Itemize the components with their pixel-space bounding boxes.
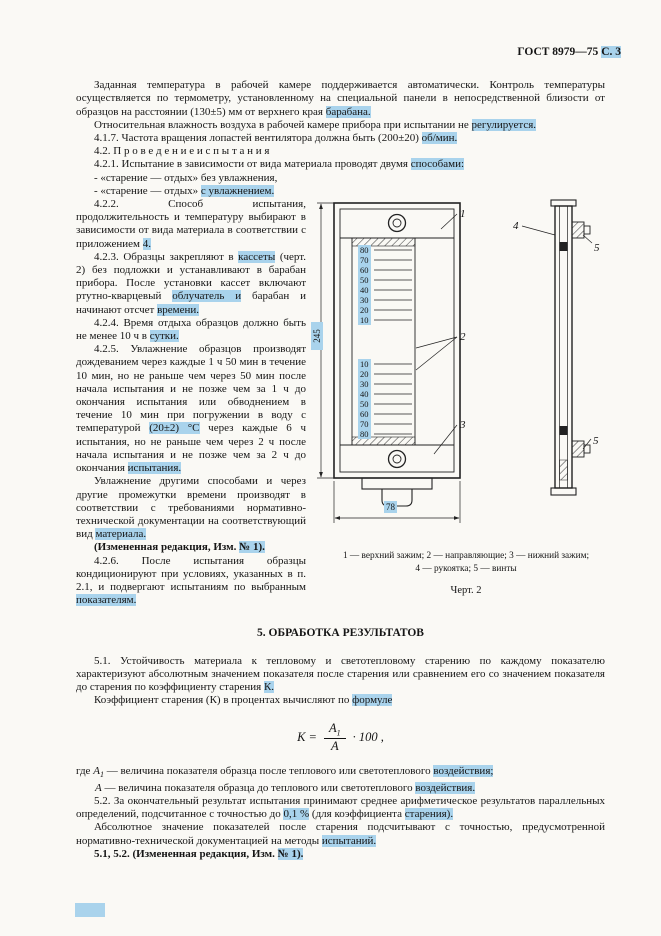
text-segment: 1 [99, 770, 104, 780]
paragraph-4-2-4 [76, 317, 306, 343]
highlighted-text: 4. [142, 237, 151, 250]
text-segment: (черт. 2) без подложки и устанавливают в барабан прибора. После установки кассет включают ртутно-кварцевый [76, 250, 306, 303]
text-segment: Коэффициент старения (К) в процентах вычисляют по [94, 694, 353, 707]
formula-denominator: A [330, 739, 339, 754]
paragraph-5-1-formula-intro [76, 694, 605, 707]
callout-3: 3 [460, 419, 466, 432]
section-4-intro [76, 79, 621, 198]
figure-caption-line2: 4 — рукоятка; 5 — винты [415, 563, 517, 574]
text-segment: — величина показателя образца после теплового или светотеплового [103, 765, 434, 778]
two-column-region [76, 198, 621, 607]
paragraph-temperature [76, 79, 605, 119]
front-view [334, 203, 460, 506]
text-segment: через каждые 6 ч испытания, но не раньше чем через 2 ч после начала испытания и не позже чем за 2 ч до окончания [76, 422, 306, 475]
highlighted-text: испытания. [127, 462, 182, 475]
text-segment: где [76, 765, 94, 778]
formula-lhs: К = [297, 729, 317, 744]
scale-number: 40 [360, 285, 369, 296]
callout-4: 4 [513, 220, 519, 233]
text-segment: Абсолютное значение показателей после старения подсчитывают с точностью, предусмотренной нормативно-технической документацией на методы [76, 821, 605, 847]
figure-cassette [312, 198, 620, 530]
text-segment: (Измененная редакция, Изм. [94, 541, 240, 554]
dimension-height: 245 [311, 322, 323, 350]
highlighted-text: сутки. [149, 330, 179, 343]
formula-numerator-sub: 1 [336, 728, 341, 738]
figure-label: Черт. 2 [450, 585, 482, 597]
text-segment: Заданная температура в рабочей камере поддерживается автоматически. Контроль температуры осуществляется по термометру, установленному на специальной панели в непосредственной близости от образцов на расстоянии (130±5) мм от верхнего края [76, 79, 605, 118]
formula-numerator-base: A [328, 721, 337, 736]
highlighted-text: кассеты [238, 250, 276, 263]
text-segment: Увлажнение другими способами и через другие промежутки времени производят в соответствии с требованиями нормативно-технической документации на соответствующий вид [76, 475, 306, 541]
scale-numbers-upper [358, 245, 371, 325]
highlighted-text: испытаний. [321, 834, 377, 847]
scale-number: 30 [360, 379, 369, 390]
figure-caption-line1: 1 — верхний зажим; 2 — направляющие; 3 — нижний зажим; [342, 551, 590, 562]
highlighted-text: старения). [404, 808, 454, 821]
paragraph-4-2-1 [76, 158, 605, 171]
figure-column [312, 198, 620, 607]
scale-number: 20 [360, 305, 369, 316]
callout-5-bottom: 5 [593, 435, 599, 448]
formula-where-a1 [76, 765, 605, 781]
scale-number: 60 [360, 409, 369, 420]
figure-caption [312, 550, 620, 575]
formula-where-a [76, 782, 605, 795]
text-segment: 5.2. За окончательный результат испытания принимают среднее арифметическое результатов параллельных определений, подсчитанное с точностью до [76, 795, 605, 821]
paragraph-4-2-6 [76, 555, 306, 608]
text-column [76, 198, 306, 607]
scan-artifact [75, 903, 105, 917]
highlighted-text: воздействия. [415, 781, 476, 794]
scale-number: 60 [360, 265, 369, 276]
paragraph-4-2-2 [76, 198, 306, 251]
text-segment: 4.1.7. Частота вращения лопастей вентилятора должна быть (200±20) [94, 132, 422, 145]
highlighted-text: № 1). [239, 541, 265, 554]
text-segment: - «старение — отдых» [94, 184, 201, 197]
highlighted-text: барабана. [325, 105, 371, 118]
formula-fraction [324, 721, 346, 753]
highlighted-text: (20±2) °С [149, 422, 200, 435]
text-segment: 4.2.2. Способ испытания, продолжительность и температуру выбирают в зависимости от вида материала в соответствии с приложением [76, 198, 306, 250]
highlighted-text: об/мин. [421, 132, 458, 145]
aging-coefficient-formula [76, 721, 605, 753]
scale-number: 40 [360, 389, 369, 400]
section-5 [76, 627, 621, 861]
text-segment: Относительная влажность воздуха в рабочей камере прибора при испытании не [94, 118, 472, 131]
text-segment: 4.2.4. Время отдыха образцов должно быть не менее 10 ч в [76, 316, 306, 343]
paragraph-4-2-3 [76, 251, 306, 317]
highlighted-text: № 1). [277, 847, 304, 860]
highlighted-text: материала. [95, 528, 147, 541]
text-segment: 4.2.3. Образцы закрепляют в [94, 250, 239, 263]
callout-5-top: 5 [594, 242, 600, 255]
text-segment: барабан и начинают отсчет [76, 290, 306, 316]
page-number: С. 3 [601, 46, 621, 58]
highlighted-text: формуле [352, 694, 393, 707]
side-view [551, 200, 590, 495]
list-item-aging-wet [76, 185, 605, 198]
list-item-aging-dry [76, 172, 605, 185]
highlighted-text: способами: [410, 158, 465, 171]
text-segment: 4.2.1. Испытание в зависимости от вида материала проводят двумя [94, 158, 411, 171]
paragraph-4-2-5 [76, 343, 306, 475]
heading-4-2 [76, 145, 605, 158]
highlighted-text: 0,1 % [283, 808, 310, 821]
scale-number: 20 [360, 369, 369, 380]
text-segment: (для коэффициента [309, 808, 405, 821]
paragraph-5-2 [76, 795, 605, 821]
scale-number: 70 [360, 255, 369, 266]
scale-number: 80 [360, 245, 369, 256]
scale-number: 70 [360, 419, 369, 430]
scale-numbers-lower [358, 359, 371, 439]
scale-number: 50 [360, 275, 369, 286]
text-segment: - «старение — отдых» без увлажнения, [94, 171, 278, 184]
text-segment: А [95, 781, 102, 794]
doc-number: ГОСТ 8979—75 [517, 46, 602, 58]
amendment-note-1 [76, 541, 306, 554]
scale-number: 10 [360, 315, 369, 326]
text-segment: 4.2.6. После испытания образцы кондиционируют при условиях, указанных в п. 2.1, и подвергают испытаниям по выбранным [76, 554, 306, 593]
scale-number: 80 [360, 429, 369, 440]
text-segment: — величина показателя образца до теплового или светотеплового [101, 781, 416, 794]
paragraph-5-1 [76, 655, 605, 695]
scale-number: 10 [360, 359, 369, 370]
text-segment: 5.1, 5.2. (Измененная редакция, Изм. [94, 847, 278, 860]
formula-numerator [324, 721, 346, 739]
paragraph-4-1-7 [76, 132, 605, 145]
paragraph-5-2-cont [76, 821, 605, 847]
callout-1: 1 [460, 208, 466, 221]
highlighted-text: К. [263, 680, 275, 693]
text-segment: A [93, 765, 100, 778]
text-segment: 4.2.5. Увлажнение образцов производят дождеванием через каждые 1 ч 50 мин в течение 10 мин, но не раньше чем через 50 мин после начала испытания и не позже чем за 1 ч до окончания испытания или обводнением в течение 10 мин при погружении в воду с температурой [76, 343, 306, 435]
text-segment: 4.2. П р о в е д е н и е и с п ы т а н и я [94, 145, 270, 158]
highlighted-text: показателям. [76, 594, 137, 607]
scale-number: 30 [360, 295, 369, 306]
amendment-note-2 [76, 848, 605, 861]
formula-rhs: · 100 , [352, 729, 384, 744]
section-5-title: 5. ОБРАБОТКА РЕЗУЛЬТАТОВ [257, 627, 424, 640]
highlighted-text: времени. [157, 303, 200, 316]
highlighted-text: облучатель и [172, 290, 242, 303]
dimension-width: 78 [386, 502, 395, 513]
highlighted-text: с увлажнением. [200, 184, 275, 197]
page-header [76, 46, 621, 59]
text-segment: 5.1. Устойчивость материала к тепловому и светотепловому старению по каждому показателю характеризуют абсолютным значением показателя после старения или сравнением его со значением показателя до старения по коэффициенту старения [76, 654, 605, 693]
dimension-lines [317, 203, 460, 523]
scale-number: 50 [360, 399, 369, 410]
paragraph-4-2-5-cont [76, 475, 306, 541]
paragraph-humidity [76, 119, 605, 132]
highlighted-text: воздействия; [433, 765, 494, 778]
callout-2: 2 [460, 331, 466, 344]
highlighted-text: регулируется. [471, 118, 537, 131]
